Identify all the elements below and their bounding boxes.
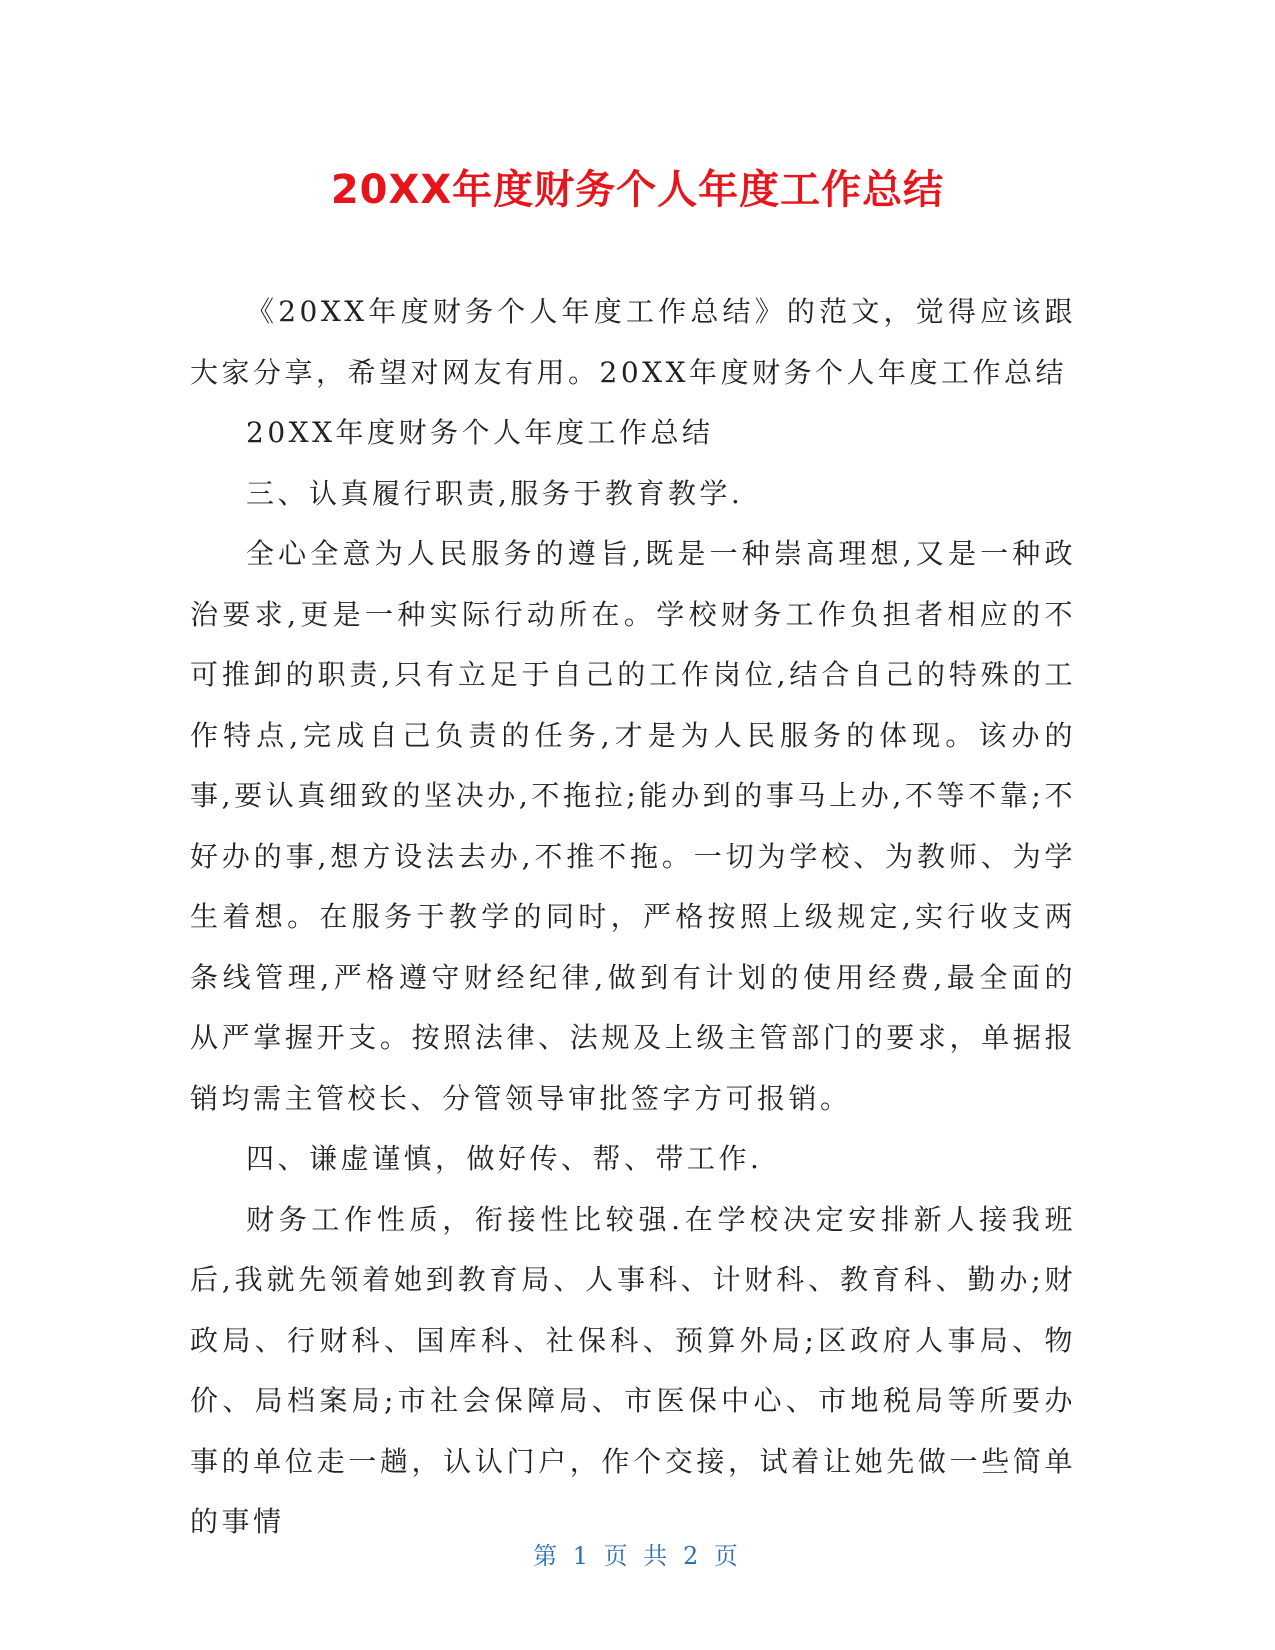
document-title: 20XX年度财务个人年度工作总结 [330,167,945,213]
section-heading-4: 四、谦虚谨慎，做好传、帮、带工作. [246,1142,763,1175]
page-number-footer: 第 1 页 共 2 页 [533,1542,742,1570]
paragraph-subtitle: 20XX年度财务个人年度工作总结 [246,416,714,449]
paragraph-section-4: 财务工作性质，衔接性比较强.在学校决定安排新人接我班后,我就先领着她到教育局、人事科、计财科、教育科、勤办;财政局、行财科、国库科、社保科、预算外局;区政府人事局、物价、局档案局;市社会保障局、市医保中心、市地税局等所要办事的单位走一趟，认认门户，作个交接，试着让她先做一些简单的事情 [190,1202,1076,1538]
paragraph-section-3: 全心全意为人民服务的遵旨,既是一种崇高理想,又是一种政治要求,更是一种实际行动所在。学校财务工作负担者相应的不可推卸的职责,只有立足于自己的工作岗位,结合自己的特殊的工作特点,完成自己负责的任务,才是为人民服务的体现。该办的事,要认真细致的坚决办,不拖拉;能办到的事马上办,不等不靠;不好办的事,想方设法去办,不推不拖。一切为学校、为教师、为学生着想。在服务于教学的同时，严格按照上级规定,实行收支两条线管理,严格遵守财经纪律,做到有计划的使用经费,最全面的从严掌握开支。按照法律、法规及上级主管部门的要求，单据报销均需主管校长、分管领导审批签字方可报销。 [190,537,1076,1115]
paragraph-intro: 《20XX年度财务个人年度工作总结》的范文，觉得应该跟大家分享，希望对网友有用。20XX年度财务个人年度工作总结 [190,295,1076,389]
document-body [190,282,1076,1553]
section-heading-3: 三、认真履行职责,服务于教育教学. [246,476,744,510]
